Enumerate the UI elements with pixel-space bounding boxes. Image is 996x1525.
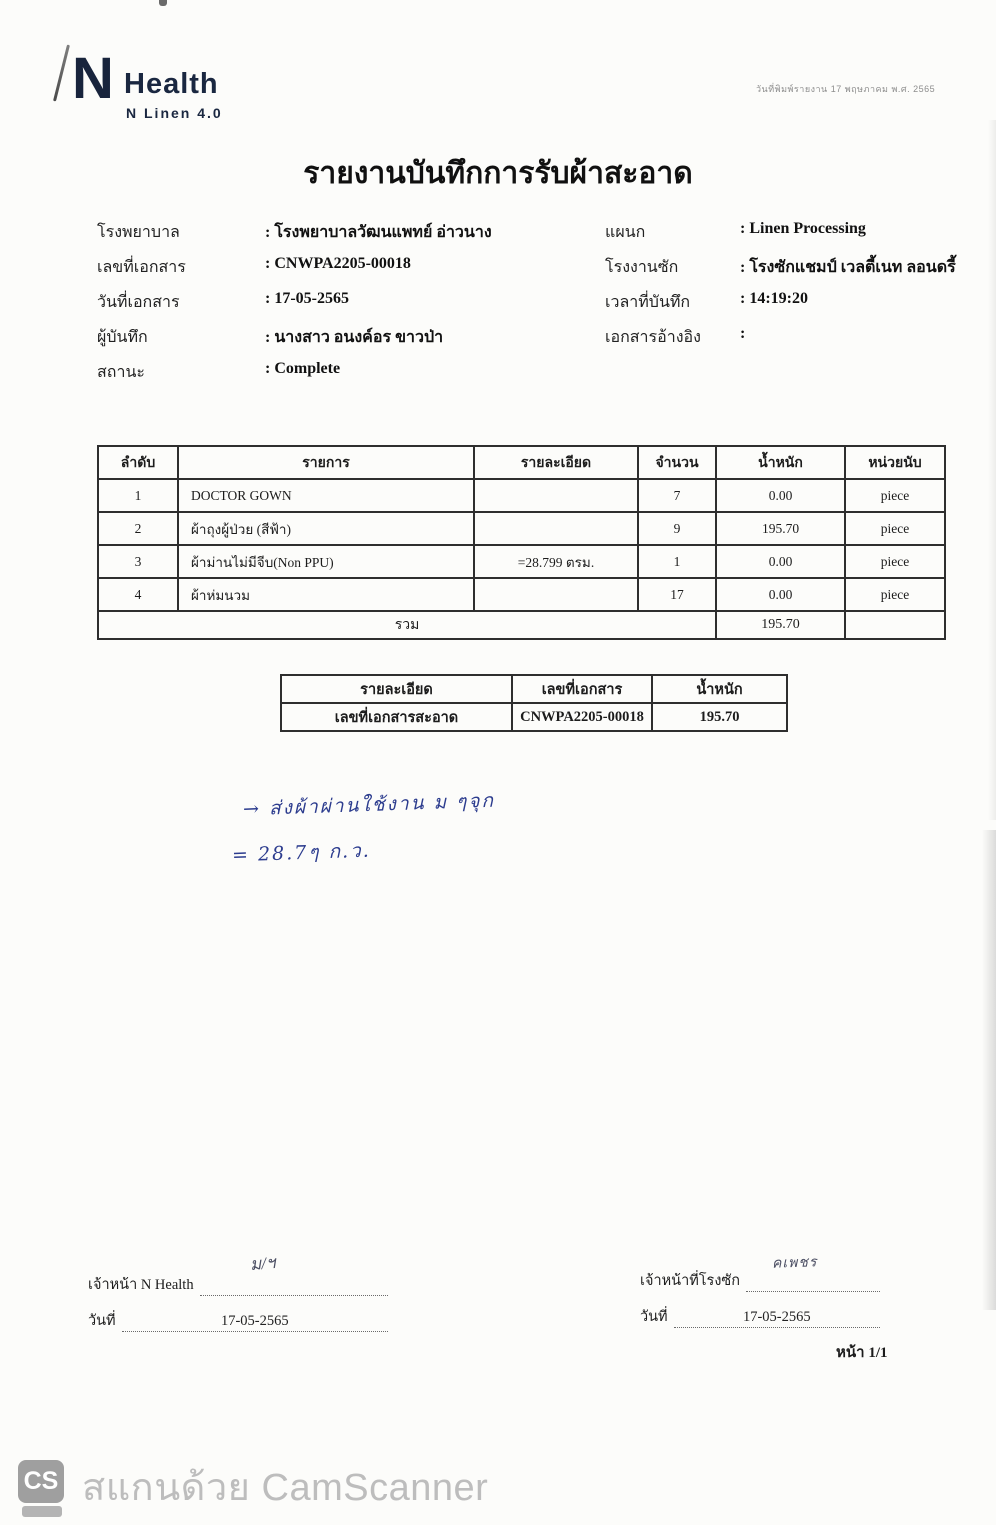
date-dotted-line	[674, 1310, 880, 1328]
summary-col-detail: รายละเอียด	[281, 675, 512, 703]
field-reference-doc-label: เอกสารอ้างอิง	[605, 329, 701, 346]
summary-table	[280, 674, 788, 732]
cell-unit: piece	[845, 479, 945, 512]
cell-qty: 9	[638, 512, 716, 545]
field-department	[605, 220, 985, 255]
field-laundry-factory-label: โรงงานซัก	[605, 259, 679, 276]
cell-item: ผ้าถุงผู้ป่วย (สีฟ้า)	[178, 512, 474, 545]
date-line-laundry	[640, 1292, 880, 1328]
pen-mark	[53, 44, 70, 101]
signature-block-nhealth	[88, 1260, 388, 1332]
field-status-label: สถานะ	[97, 364, 145, 381]
table-row	[98, 479, 945, 512]
scan-edge-shadow-upper	[988, 120, 996, 820]
table-total-row	[98, 611, 945, 639]
nhealth-brand-text: Health	[124, 68, 219, 100]
date-dotted-line	[122, 1314, 388, 1332]
summary-col-weight: น้ำหนัก	[652, 675, 787, 703]
date-value-laundry: 17-05-2565	[742, 1309, 811, 1326]
field-doc-number-value: : CNWPA2205-00018	[265, 255, 411, 272]
cell-weight: 195.70	[716, 512, 845, 545]
col-header-detail: รายละเอียด	[474, 446, 638, 479]
signature-label-laundry: เจ้าหน้าที่โรงซัก	[640, 1273, 741, 1289]
summary-data-row	[281, 703, 787, 731]
total-unit	[845, 611, 945, 639]
items-table-header-row	[98, 446, 945, 479]
field-recorder-label: ผู้บันทึก	[97, 329, 148, 346]
signature-line-nhealth	[88, 1260, 388, 1296]
total-label: รวม	[98, 611, 716, 639]
field-reference-doc-value: :	[740, 325, 746, 342]
cell-qty: 7	[638, 479, 716, 512]
field-hospital-label: โรงพยาบาล	[97, 224, 180, 241]
signature-dotted-line	[200, 1294, 388, 1296]
cell-unit: piece	[845, 512, 945, 545]
cell-qty: 17	[638, 578, 716, 611]
field-doc-date-value: : 17-05-2565	[265, 290, 349, 307]
cell-detail	[474, 479, 638, 512]
cell-weight: 0.00	[716, 479, 845, 512]
info-left-column	[97, 220, 577, 395]
cell-unit: piece	[845, 545, 945, 578]
handwritten-signature-laundry: คเพชร	[771, 1255, 818, 1272]
summary-detail: เลขที่เอกสารสะอาด	[281, 703, 512, 731]
field-doc-date	[97, 290, 577, 325]
field-recorder	[97, 325, 577, 360]
cell-weight: 0.00	[716, 578, 845, 611]
field-hospital-value: : โรงพยาบาลวัฒนแพทย์ อ่าวนาง	[265, 224, 492, 241]
field-hospital	[97, 220, 577, 255]
camscanner-icon-tab	[22, 1506, 62, 1517]
scan-edge-shadow	[982, 830, 996, 1310]
signature-dotted-line	[746, 1290, 880, 1292]
field-record-time-label: เวลาที่บันทึก	[605, 294, 691, 311]
signature-label-nhealth: เจ้าหน้า N Health	[88, 1277, 194, 1293]
summary-weight: 195.70	[652, 703, 787, 731]
handwritten-note-line2: = 28.7ๆ ก.ว.	[231, 839, 372, 867]
field-doc-number	[97, 255, 577, 290]
summary-col-doc-no: เลขที่เอกสาร	[512, 675, 652, 703]
cell-qty: 1	[638, 545, 716, 578]
field-record-time	[605, 290, 985, 325]
cell-weight: 0.00	[716, 545, 845, 578]
scan-artifact-speck	[159, 0, 167, 6]
camscanner-icon	[18, 1460, 66, 1517]
col-header-weight: น้ำหนัก	[716, 446, 845, 479]
items-table	[97, 445, 946, 640]
field-reference-doc	[605, 325, 985, 360]
field-department-label: แผนก	[605, 224, 646, 241]
cell-detail: =28.799 ตรม.	[474, 545, 638, 578]
signature-line-laundry	[640, 1256, 880, 1292]
field-laundry-factory-value: : โรงซักแชมป์ เวลตี้เนท ลอนดรี้	[740, 259, 956, 276]
table-row	[98, 578, 945, 611]
cell-detail	[474, 512, 638, 545]
date-line-nhealth	[88, 1296, 388, 1332]
field-laundry-factory	[605, 255, 985, 290]
cell-no: 3	[98, 545, 178, 578]
date-label-laundry: วันที่	[640, 1309, 668, 1325]
field-doc-date-label: วันที่เอกสาร	[97, 294, 180, 311]
table-row	[98, 512, 945, 545]
col-header-no: ลำดับ	[98, 446, 178, 479]
summary-doc-no: CNWPA2205-00018	[512, 703, 652, 731]
summary-header-row	[281, 675, 787, 703]
field-status	[97, 360, 577, 395]
camscanner-watermark-text: สแกนด้วย CamScanner	[82, 1467, 489, 1509]
cell-no: 1	[98, 479, 178, 512]
camscanner-watermark	[18, 1460, 488, 1517]
cell-item: ผ้าห่มนวม	[178, 578, 474, 611]
cell-no: 2	[98, 512, 178, 545]
date-value-nhealth: 17-05-2565	[220, 1313, 289, 1330]
field-department-value: : Linen Processing	[740, 220, 866, 237]
signature-block-laundry	[640, 1256, 880, 1328]
nhealth-logo-icon: N	[72, 46, 111, 111]
handwritten-signature-nhealth: ม/ฯ	[249, 1252, 277, 1275]
handwritten-note-line1: → ส่งผ้าผ่านใช้งาน ม ๆจุก	[242, 789, 496, 821]
camscanner-cs-glyph: CS	[18, 1460, 64, 1503]
cell-no: 4	[98, 578, 178, 611]
col-header-unit: หน่วยนับ	[845, 446, 945, 479]
col-header-qty: จำนวน	[638, 446, 716, 479]
info-right-column	[605, 220, 985, 360]
col-header-item: รายการ	[178, 446, 474, 479]
field-status-value: : Complete	[265, 360, 341, 377]
field-doc-number-label: เลขที่เอกสาร	[97, 259, 186, 276]
table-row	[98, 545, 945, 578]
field-recorder-value: : นางสาว อนงค์อร ขาวป่า	[265, 329, 444, 346]
field-record-time-value: : 14:19:20	[740, 290, 808, 307]
cell-detail	[474, 578, 638, 611]
print-date-note: วันที่พิมพ์รายงาน 17 พฤษภาคม พ.ศ. 2565	[756, 84, 936, 94]
date-label-nhealth: วันที่	[88, 1313, 116, 1329]
total-weight: 195.70	[716, 611, 845, 639]
nlinen-subtitle: N Linen 4.0	[126, 105, 223, 121]
page-number: หน้า 1/1	[836, 1345, 888, 1361]
cell-item: DOCTOR GOWN	[178, 479, 474, 512]
cell-unit: piece	[845, 578, 945, 611]
document-title: รายงานบันทึกการรับผ้าสะอาด	[303, 157, 693, 190]
cell-item: ผ้าม่านไม่มีจีบ(Non PPU)	[178, 545, 474, 578]
